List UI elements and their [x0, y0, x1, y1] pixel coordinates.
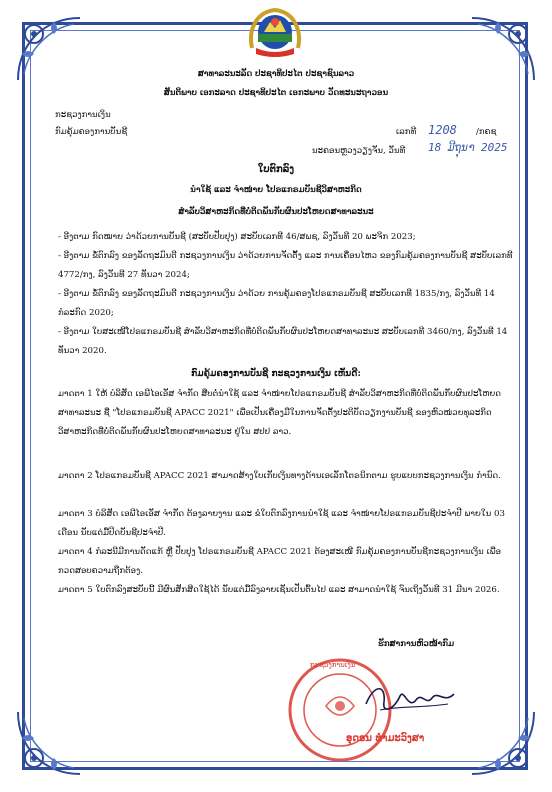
signatory-name: ອຸດອນ ທຳມະວົງສາ — [346, 733, 425, 744]
signatory-title: ຮັກສາການຫົວໜ້າກົມ — [378, 639, 455, 649]
document-subtitle-1: ນຳໃຊ້ ແລະ ຈຳໜ່າຍ ໂປຣແກຣມບັນຊີວິສາຫະກິດ — [190, 185, 362, 195]
motto-line: ສັນຕິພາບ ເອກະລາດ ປະຊາທິປະໄຕ ເອກະພາບ ວັດທະນະຖາວອນ — [163, 88, 389, 98]
number-value: 1208 — [428, 123, 457, 137]
document-title: ໃບຕົກລົງ — [257, 164, 295, 175]
corner-ornament-icon — [468, 708, 538, 778]
number-label: ເລກທີ — [396, 127, 417, 137]
article-item: ມາດຕາ 3 ບໍລິສັດ ເອພີໄອເອັສ ຈຳກັດ ຕ້ອງລາຍງານ ແລະ ຂໍໃບຕົກລົງການນຳໃຊ້ ແລະ ຈຳໜ່າຍໂປຣແກຣມບັນຊີປະຈຳປີ ພາຍໃນ 03 ເດືອນ ນັບແຕ່ມື້ປິດບັນຊີປະຈຳປີ. — [58, 509, 505, 538]
article-item: ມາດຕາ 4 ກໍລະນີມີການດັດແກ້ ຫຼື ປັບປຸງ ໂປຣແກຣມບັນຊີ APACC 2021 ຕ້ອງສະເໜີ ກົມຄຸ້ມຄອງການບັນຊີກະຊວງການເງິນ ເພື່ອກວດສອບຄວາມຖືກຕ້ອງ. — [58, 547, 502, 576]
decision-heading: ກົມຄຸ້ມຄອງການບັນຊີ ກະຊວງການເງິນ ເຫັນດີ: — [191, 368, 361, 379]
corner-ornament-icon — [14, 708, 84, 778]
article-item: ມາດຕາ 5 ໃບຕົກລົງສະບັບນີ້ ມີຜົນສັກສິດໃຊ້ໄດ້ ນັບແຕ່ມື້ລົງລາຍເຊັນເປັນຕົ້ນໄປ ແລະ ສາມາດນຳໃຊ້ ຈົນເຖິງວັນທີ 31 ມີນາ 2026. — [58, 585, 500, 595]
reference-item: - ອີງຕາມ ໃບສະເໜີໂປຣແກຣມບັນຊີ ສຳລັບວິສາຫະກິດທີ່ບໍ່ຕິດພັນກັບຜົນປະໂຫຍດສາທາລະນະ ສະບັບເລກທີ 3460/ກງ, ລົງວັນທີ 14 ທັນວາ 2020. — [58, 327, 508, 356]
reference-item: - ອີງຕາມ ຂໍ້ຕົກລົງ ຂອງລັດຖະມົນຕີ ກະຊວງການເງິນ ວ່າດ້ວຍ ການຄຸ້ມຄອງໂປຣແກຣມບັນຊີ ສະບັບເລກທີ 1835/ກງ, ລົງວັນທີ 14 ກໍລະກົດ 2020; — [58, 289, 495, 318]
ministry-name: ກະຊວງການເງິນ — [55, 110, 111, 120]
place-date-label: ນະຄອນຫຼວງວຽງຈັນ, ວັນທີ — [312, 146, 406, 156]
date-value: 18 ມີຖຸນາ 2025 — [428, 141, 508, 154]
handwritten-signature — [360, 676, 460, 720]
stamp-text: ກະຊວງການເງິນ — [310, 661, 356, 669]
reference-item: - ອີງຕາມ ກົດໝາຍ ວ່າດ້ວຍການບັນຊີ (ສະບັບປັບປຸງ) ສະບັບເລກທີ 46/ສພຊ, ລົງວັນທີ 20 ພະຈິກ 2023; — [58, 232, 416, 242]
document-subtitle-2: ສຳລັບວິສາຫະກິດທີ່ບໍ່ຕິດພັນກັບຜົນປະໂຫຍດສາທາລະນະ — [178, 207, 374, 217]
country-name-line: ສາທາລະນະລັດ ປະຊາທິປະໄຕ ປະຊາຊົນລາວ — [197, 69, 355, 79]
department-name: ກົມຄຸ້ມຄອງການບັນຊີ — [55, 127, 128, 137]
article-item: ມາດຕາ 1 ໃຫ້ ບໍລິສັດ ເອພີໄອເອັສ ຈຳກັດ ສືບຕໍ່ນຳໃຊ້ ແລະ ຈຳໜ່າຍໂປຣແກຣມບັນຊີ ສຳລັບວິສາຫະກິດທີ່ບໍ່ຕິດພັນກັບຜົນປະໂຫຍດສາທາລະນະ ຊື່ "ໂປຣແກຣມບັນຊີ APACC 2021" ເພື່ອເປັນເຄື່ອງມືໃນການຈັດຕັ້ງປະຕິບັດວຽກງານບັນຊີ ຂອງຫົວໜ່ວຍທຸລະກິດວິສາຫະກິດທີ່ບໍ່ຕິດພັນກັບຜົນປະໂຫຍດສາທາລະນະ ຢູ່ໃນ ສປປ ລາວ. — [58, 389, 502, 437]
national-emblem-icon — [246, 4, 304, 60]
number-suffix: /ກຄຊ — [476, 127, 497, 137]
reference-item: - ອີງຕາມ ຂໍ້ຕົກລົງ ຂອງລັດຖະມົນຕີ ກະຊວງການເງິນ ວ່າດ້ວຍການຈັດຕັ້ງ ແລະ ການເຄື່ອນໄຫວ ຂອງກົມຄຸ້ມຄອງການບັນຊີ ສະບັບເລກທີ 4772/ກງ, ລົງວັນທີ 27 ທັນວາ 2024; — [58, 251, 513, 280]
article-item: ມາດຕາ 2 ໂປຣແກຣມບັນຊີ APACC 2021 ສາມາດສ້າງໃບເກັບເງິນທາງດ້ານເອເລັກໂຕຣນິກຕາມ ຮູບແບບກະຊວງການເງິນ ກຳນົດ. — [58, 471, 501, 481]
